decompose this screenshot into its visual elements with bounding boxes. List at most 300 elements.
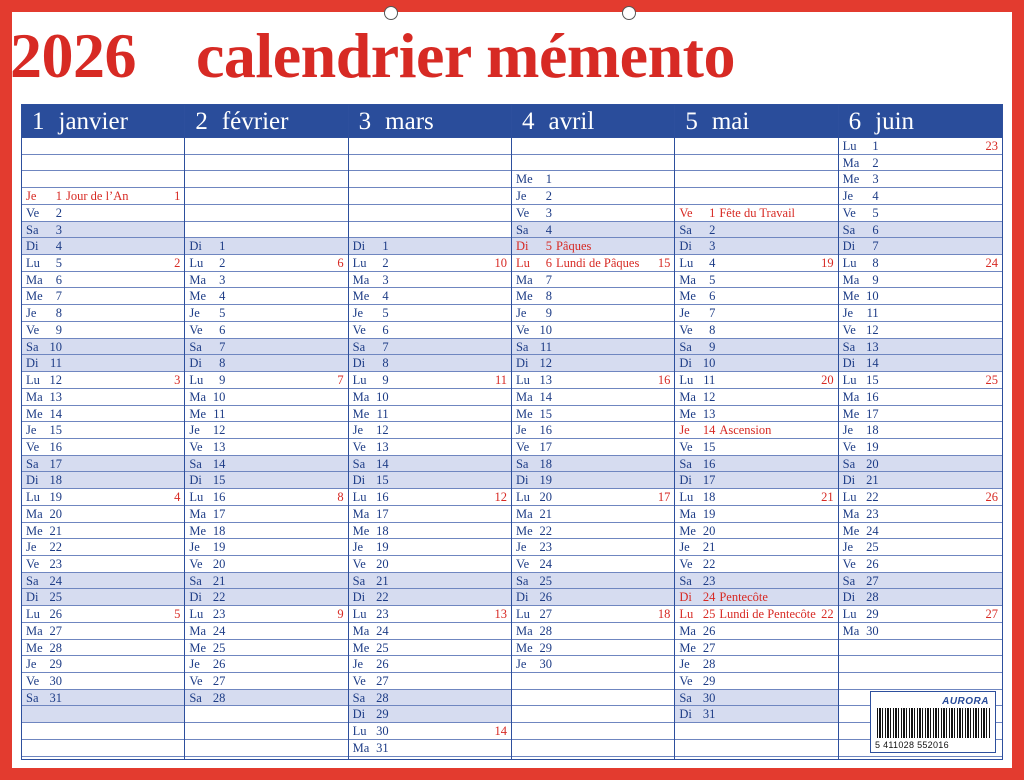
day-number: 29 [376, 707, 389, 722]
week-number: 18 [657, 607, 671, 622]
day-number: 16 [702, 456, 716, 471]
day-number: 30 [539, 657, 552, 672]
day-row [839, 255, 1002, 272]
day-name: Lu [26, 490, 40, 505]
day-number: 17 [376, 506, 389, 521]
day-name: Je [26, 189, 37, 204]
day-name: Je [679, 306, 690, 321]
day-number: 16 [49, 439, 62, 454]
day-row [185, 673, 347, 690]
day-number: 13 [702, 406, 716, 421]
week-number: 10 [494, 256, 507, 271]
day-name: Ve [26, 439, 40, 454]
day-name: Di [352, 473, 366, 488]
day-number: 26 [212, 657, 226, 672]
day-row [675, 305, 837, 322]
day-name: Je [352, 657, 364, 672]
week-number: 23 [985, 139, 998, 153]
empty-row [349, 138, 511, 155]
day-name: Lu [515, 373, 530, 388]
day-number: 18 [376, 523, 389, 538]
day-name: Ve [842, 556, 856, 571]
day-number: 25 [702, 607, 716, 622]
day-number: 28 [866, 590, 879, 605]
day-row [839, 589, 1002, 606]
day-row [839, 439, 1002, 456]
day-name: Ve [515, 205, 530, 220]
day-row [512, 272, 674, 289]
day-row [839, 556, 1002, 573]
day-name: Lu [515, 490, 530, 505]
day-row [839, 339, 1002, 356]
day-number: 25 [866, 540, 879, 555]
day-name: Sa [679, 690, 692, 705]
day-row [839, 489, 1002, 506]
day-name: Sa [352, 456, 366, 471]
day-name: Ma [515, 389, 533, 404]
day-name: Ve [842, 322, 856, 337]
day-row [185, 406, 347, 423]
day-name: Je [842, 189, 854, 204]
day-number: 16 [539, 423, 552, 438]
day-number: 30 [49, 674, 62, 688]
day-name: Ve [679, 439, 693, 454]
day-row [22, 623, 184, 640]
day-name: Me [352, 523, 370, 538]
empty-row [675, 740, 837, 757]
day-row [839, 539, 1002, 556]
empty-row [185, 138, 347, 155]
day-name: Me [842, 523, 860, 538]
day-number: 5 [55, 256, 62, 271]
day-number: 4 [709, 256, 716, 271]
week-number: 22 [821, 607, 834, 622]
day-row [349, 673, 511, 690]
day-name: Me [842, 172, 860, 187]
day-row [22, 690, 184, 707]
day-row [22, 238, 184, 255]
day-row [349, 706, 511, 723]
day-row [185, 606, 347, 623]
day-row [349, 656, 511, 673]
month-column-juin [839, 105, 1002, 759]
day-name: Lu [842, 373, 857, 388]
day-name: Ve [352, 439, 366, 454]
day-number: 19 [539, 473, 552, 488]
day-row [675, 456, 837, 473]
day-name: Ma [679, 389, 696, 404]
holiday-label: Fête du Travail [719, 205, 796, 220]
day-row [22, 589, 184, 606]
day-name: Lu [842, 256, 857, 271]
week-number: 17 [657, 490, 671, 505]
day-number: 11 [49, 356, 62, 371]
week-number: 27 [985, 607, 998, 622]
holiday-label: Lundi de Pentecôte [719, 607, 816, 622]
day-number: 6 [219, 322, 226, 337]
day-row [22, 255, 184, 272]
day-name: Ma [515, 506, 533, 521]
day-number: 16 [376, 490, 389, 505]
day-number: 17 [49, 456, 62, 471]
day-row [839, 305, 1002, 322]
day-number: 31 [702, 707, 716, 722]
empty-row [512, 723, 674, 740]
day-name: Di [189, 239, 202, 254]
month-number: 1 [32, 108, 45, 135]
day-row [675, 389, 837, 406]
day-name: Me [189, 523, 206, 538]
month-header [512, 105, 674, 138]
day-number: 3 [55, 222, 62, 237]
day-number: 21 [702, 540, 716, 555]
day-name: Ma [679, 506, 696, 521]
day-number: 17 [866, 406, 879, 421]
day-number: 18 [539, 456, 552, 471]
day-number: 29 [702, 674, 716, 688]
day-name: Me [515, 289, 533, 304]
day-number: 23 [539, 540, 552, 555]
day-name: Ve [26, 556, 40, 571]
day-number: 9 [382, 373, 389, 388]
day-name: Ve [515, 556, 530, 571]
day-row [22, 556, 184, 573]
day-row [349, 640, 511, 657]
day-row [675, 489, 837, 506]
day-number: 21 [212, 573, 226, 588]
empty-row [512, 673, 674, 690]
day-number: 14 [49, 406, 62, 421]
day-number: 22 [376, 590, 389, 605]
day-row [675, 439, 837, 456]
day-name: Me [515, 640, 533, 655]
day-number: 19 [702, 506, 716, 521]
day-name: Je [842, 423, 854, 438]
day-row [22, 506, 184, 523]
day-row [185, 489, 347, 506]
day-row [839, 288, 1002, 305]
day-name: Ve [189, 322, 203, 337]
day-row [839, 472, 1002, 489]
day-row [185, 372, 347, 389]
day-name: Ve [842, 439, 856, 454]
day-name: Di [679, 707, 692, 722]
empty-row [675, 171, 837, 188]
day-name: Ma [26, 272, 43, 287]
day-number: 18 [702, 490, 716, 505]
day-name: Lu [189, 373, 204, 388]
day-number: 16 [212, 490, 226, 505]
day-number: 20 [212, 556, 226, 571]
day-name: Ve [26, 674, 40, 688]
day-row [349, 355, 511, 372]
day-row [839, 456, 1002, 473]
day-number: 14 [702, 423, 716, 438]
month-column-avril [512, 105, 675, 759]
day-number: 25 [539, 573, 552, 588]
day-row [675, 272, 837, 289]
day-number: 29 [866, 607, 879, 622]
barcode-label [870, 691, 996, 753]
day-number: 15 [212, 473, 226, 488]
day-number: 15 [49, 423, 62, 438]
day-name: Ve [679, 322, 693, 337]
day-number: 26 [49, 607, 62, 622]
day-row [675, 589, 837, 606]
day-name: Je [189, 540, 200, 555]
day-number: 24 [376, 623, 389, 638]
day-row [512, 406, 674, 423]
day-number: 27 [702, 640, 716, 655]
day-name: Di [352, 356, 366, 371]
day-row [185, 255, 347, 272]
day-row [675, 322, 837, 339]
month-header [22, 105, 184, 138]
day-name: Ma [26, 623, 43, 638]
day-row [185, 288, 347, 305]
empty-row [675, 723, 837, 740]
empty-row [675, 138, 837, 155]
day-name: Di [515, 590, 529, 605]
day-name: Je [26, 423, 37, 438]
day-number: 21 [866, 473, 879, 488]
day-row [512, 640, 674, 657]
empty-row [512, 155, 674, 172]
empty-row [349, 171, 511, 188]
day-number: 7 [545, 272, 552, 287]
day-name: Ve [352, 674, 366, 688]
day-name: Me [26, 289, 43, 304]
day-name: Sa [26, 222, 39, 237]
day-row [22, 456, 184, 473]
day-name: Je [515, 657, 527, 672]
day-name: Lu [679, 607, 694, 622]
day-number: 11 [866, 306, 879, 321]
day-row [22, 489, 184, 506]
day-row [512, 255, 674, 272]
day-number: 1 [545, 172, 552, 187]
day-name: Lu [352, 490, 367, 505]
day-name: Je [842, 306, 854, 321]
day-name: Ma [515, 623, 533, 638]
day-row [185, 389, 347, 406]
day-name: Me [26, 523, 43, 538]
month-column-mars [349, 105, 512, 759]
day-row [512, 439, 674, 456]
empty-row [22, 171, 184, 188]
day-name: Je [352, 306, 364, 321]
day-row [512, 589, 674, 606]
day-row [675, 255, 837, 272]
month-name: mai [711, 108, 750, 135]
day-name: Sa [842, 456, 856, 471]
title-year: 2026 [10, 20, 136, 91]
day-number: 2 [382, 256, 389, 271]
week-number: 16 [657, 373, 671, 388]
day-row [22, 422, 184, 439]
day-number: 5 [545, 239, 552, 254]
day-name: Di [842, 239, 856, 254]
day-name: Ma [679, 623, 696, 638]
day-name: Sa [515, 339, 529, 354]
day-number: 17 [702, 473, 716, 488]
day-name: Lu [515, 607, 530, 622]
holiday-label: Pâques [555, 239, 592, 254]
day-number: 11 [703, 373, 716, 388]
day-number: 18 [212, 523, 226, 538]
day-row [185, 506, 347, 523]
empty-row [185, 706, 347, 723]
day-name: Je [515, 189, 527, 204]
day-number: 18 [49, 473, 62, 488]
day-number: 9 [872, 272, 879, 287]
day-name: Me [189, 640, 206, 655]
day-number: 13 [212, 439, 226, 454]
week-number: 15 [657, 256, 671, 271]
holiday-label: Lundi de Pâques [555, 256, 640, 271]
day-number: 19 [376, 540, 389, 555]
month-header [185, 105, 347, 138]
day-name: Di [515, 473, 529, 488]
day-name: Sa [352, 339, 366, 354]
day-row [839, 322, 1002, 339]
day-row [185, 523, 347, 540]
day-number: 17 [212, 506, 226, 521]
day-row [22, 640, 184, 657]
day-name: Ma [842, 623, 860, 638]
day-name: Ve [515, 322, 530, 337]
week-number: 12 [494, 490, 507, 505]
day-name: Di [515, 239, 529, 254]
day-number: 12 [376, 423, 389, 438]
day-number: 8 [55, 306, 62, 321]
day-row [675, 472, 837, 489]
month-header [839, 105, 1002, 138]
week-number: 19 [821, 256, 834, 271]
day-number: 28 [539, 623, 552, 638]
day-row [185, 556, 347, 573]
day-number: 1 [55, 189, 62, 204]
day-row [22, 222, 184, 239]
month-number: 3 [358, 108, 372, 135]
day-row [349, 389, 511, 406]
day-row [839, 355, 1002, 372]
month-column-février [185, 105, 348, 759]
day-number: 3 [382, 272, 389, 287]
day-row [512, 472, 674, 489]
day-name: Sa [189, 456, 202, 471]
day-number: 7 [382, 339, 389, 354]
day-row [22, 288, 184, 305]
day-number: 28 [376, 690, 389, 705]
day-number: 4 [382, 289, 389, 304]
day-number: 4 [545, 222, 552, 237]
day-row [839, 138, 1002, 155]
month-name: mars [385, 108, 434, 135]
empty-row [349, 155, 511, 172]
day-row [185, 305, 347, 322]
day-row [185, 272, 347, 289]
day-row [185, 339, 347, 356]
day-number: 28 [702, 657, 716, 672]
day-number: 11 [539, 339, 552, 354]
day-row [675, 372, 837, 389]
week-number: 3 [174, 373, 181, 388]
day-number: 6 [382, 322, 389, 337]
day-row [349, 238, 511, 255]
day-number: 24 [539, 556, 552, 571]
day-name: Ma [842, 155, 860, 170]
day-row [22, 656, 184, 673]
day-row [675, 706, 837, 723]
day-number: 20 [539, 490, 552, 505]
day-name: Ma [189, 272, 206, 287]
day-row [22, 372, 184, 389]
day-name: Je [515, 423, 527, 438]
day-row [22, 706, 184, 723]
day-row [675, 506, 837, 523]
day-row [839, 573, 1002, 590]
day-row [675, 623, 837, 640]
day-row [349, 322, 511, 339]
day-number: 3 [545, 205, 552, 220]
day-number: 27 [539, 607, 552, 622]
day-number: 14 [539, 389, 552, 404]
week-number: 9 [337, 607, 344, 622]
day-name: Me [842, 406, 860, 421]
day-name: Di [679, 590, 692, 605]
day-name: Lu [842, 139, 857, 153]
day-name: Sa [679, 339, 692, 354]
day-name: Lu [189, 607, 204, 622]
day-number: 4 [872, 189, 879, 204]
day-name: Ve [515, 439, 530, 454]
day-number: 14 [866, 356, 879, 371]
week-number: 26 [985, 490, 998, 505]
day-name: Lu [189, 490, 204, 505]
day-number: 10 [212, 389, 226, 404]
empty-row [512, 740, 674, 757]
day-name: Me [679, 289, 696, 304]
day-name: Ve [189, 674, 203, 688]
day-name: Ve [352, 556, 366, 571]
day-name: Sa [189, 573, 202, 588]
day-row [675, 238, 837, 255]
day-number: 11 [376, 406, 389, 421]
day-name: Ma [842, 272, 860, 287]
day-row [839, 406, 1002, 423]
week-number: 1 [174, 189, 181, 204]
day-row [512, 456, 674, 473]
day-name: Lu [679, 490, 694, 505]
day-name: Ve [679, 205, 693, 220]
day-name: Lu [515, 256, 530, 271]
day-number: 9 [545, 306, 552, 321]
day-row [185, 322, 347, 339]
day-row [512, 238, 674, 255]
week-number: 8 [337, 490, 344, 505]
day-name: Di [679, 356, 692, 371]
day-row [512, 188, 674, 205]
day-row [349, 305, 511, 322]
empty-row [22, 138, 184, 155]
day-number: 25 [212, 640, 226, 655]
month-column-mai [675, 105, 838, 759]
day-number: 15 [376, 473, 389, 488]
day-name: Ma [352, 272, 370, 287]
day-number: 16 [866, 389, 879, 404]
day-row [349, 589, 511, 606]
